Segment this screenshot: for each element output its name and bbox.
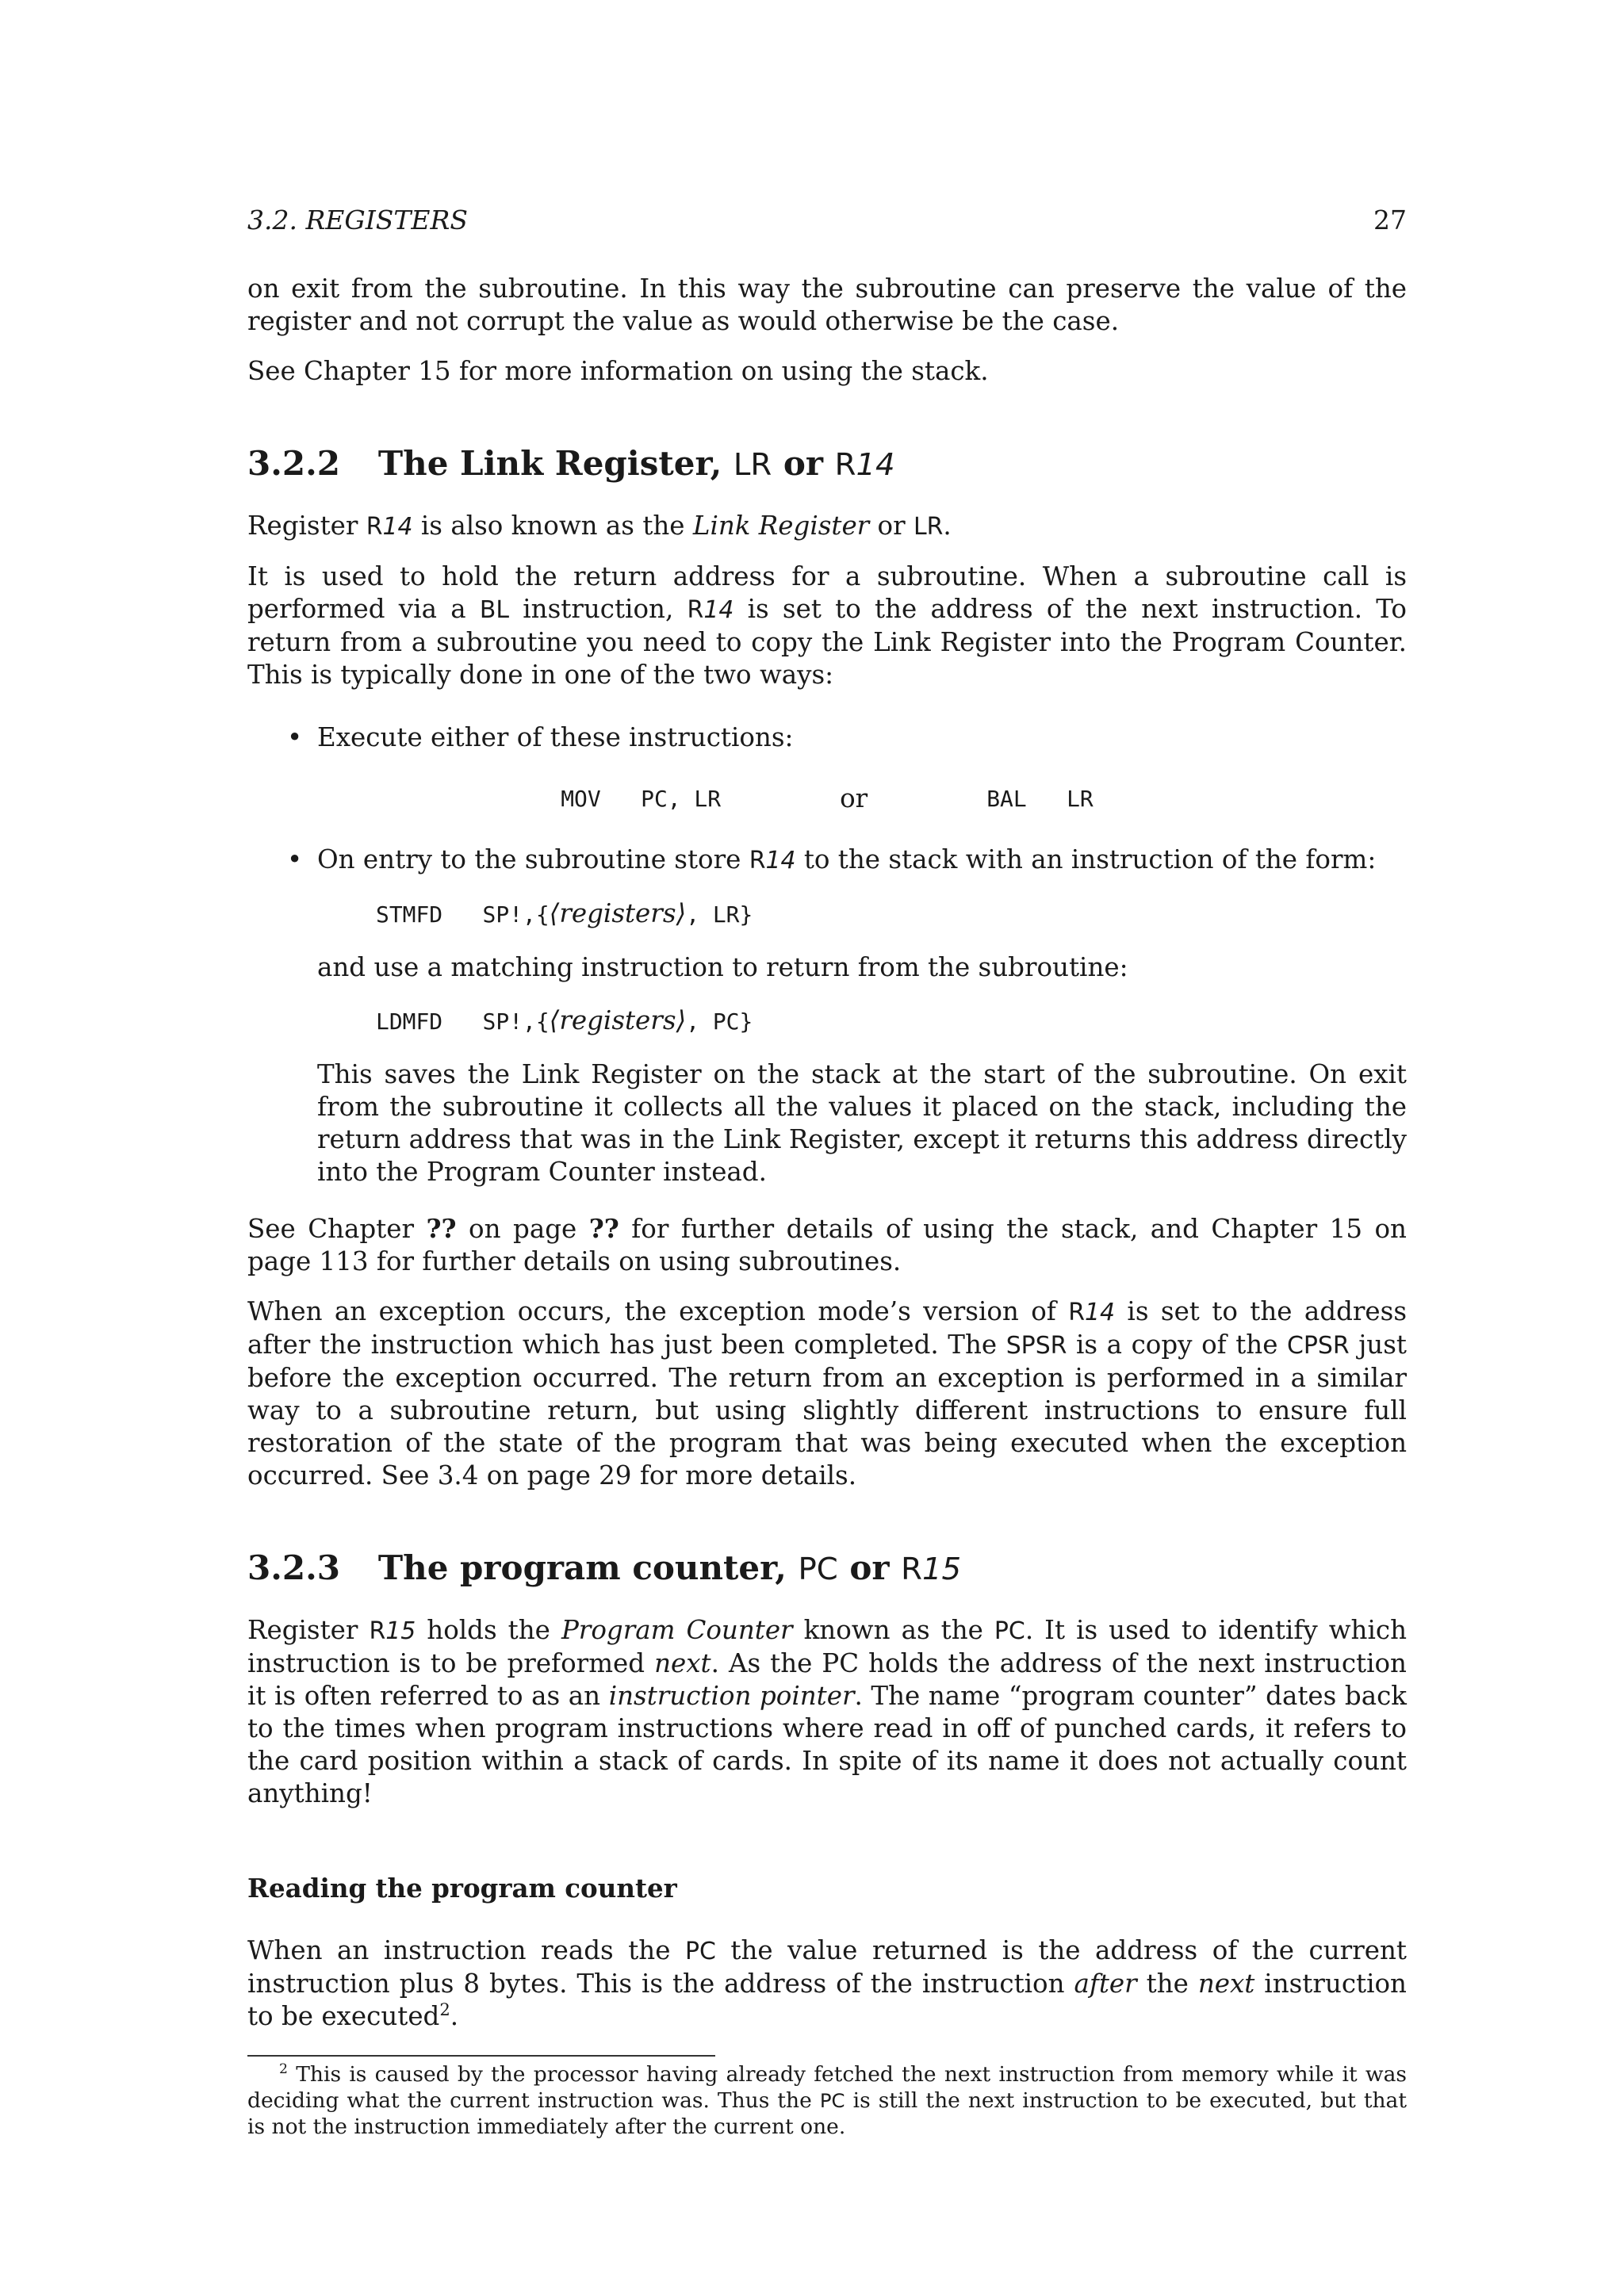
footnote-marker: 2 [439, 1999, 450, 2020]
footnote-rule [247, 2055, 715, 2057]
list-item-text: Execute either of these instructions: [317, 722, 794, 752]
lr-paragraph-4: When an exception occurs, the exception mode’s version of R14 is set to the address after the instruction which has just been completed. The SPSR is a copy of the CPSR just before the exception occurred. The return from an exception is performed in a similar way to a subroutine return, but using slightly different instructions to ensure full restoration of the state of the program that was being executed when the exception occurred. See 3.4 on page 29 for more details. [247, 1296, 1407, 1490]
section-title-lr: LR [733, 447, 772, 483]
section-title-15: 15 [921, 1552, 962, 1587]
page-number: 27 [1373, 205, 1407, 235]
bullet-icon: • [287, 722, 303, 752]
section-title-or: or [837, 1548, 902, 1587]
code-alternatives [247, 783, 1407, 815]
section-title [378, 443, 895, 486]
matching-instruction-text: and use a matching instruction to return from the subroutine: [317, 952, 1128, 982]
section-title-pc: PC [798, 1552, 838, 1587]
code-bal: BAL LR [986, 786, 1094, 812]
return-methods-list [247, 721, 1407, 1188]
code-mov: MOV PC, LR [561, 786, 722, 812]
lr-paragraph-1: Register R14 is also known as the Link Register or LR. [247, 511, 952, 541]
code-stmfd: STMFD SP!,{⟨registers⟩, LR} [376, 898, 753, 928]
section-heading-3-2-2 [247, 443, 1407, 486]
section-title-14: 14 [856, 447, 895, 483]
reading-pc-paragraph: When an instruction reads the PC the value returned is the address of the current instruction plus 8 bytes. This is the address of the instruction after the next instruction to be executed$^2$. [247, 1935, 1407, 2031]
section-title [378, 1548, 961, 1590]
section-title-r: R [901, 1552, 922, 1587]
section-title-r: R [834, 447, 856, 483]
section-title-text: The Link Register, [377, 444, 733, 483]
list-item-text: On entry to the subroutine store R14 to the stack with an instruction of the form: [317, 844, 1377, 874]
pc-paragraph-1: Register R15 holds the Program Counter known as the PC. It is used to identify which instruction is to be preformed next. As the PC holds the address of the next instruction it is often referred to as an instruction pointer. The name “program counter” dates back to the times when program instructions where read in off of punched cards, it refers to the card position within a stack of cards. In spite of its name it does not actually count anything! [247, 1615, 1408, 1808]
page-content [247, 203, 1407, 2140]
intro-paragraph-2: See Chapter 15 for more information on using the stack. [247, 356, 989, 386]
subsection-heading-reading-pc: Reading the program counter [247, 1873, 677, 1904]
footnote: $^2$ This is caused by the processor having already fetched the next instruction from memory while it was deciding what the current instruction was. Thus the PC is still the next instruction to be executed, but that is not the instruction immediately after the current one. [247, 2061, 1407, 2139]
code-ldmfd: LDMFD SP!,{⟨registers⟩, PC} [376, 1005, 753, 1035]
lr-paragraph-2: It is used to hold the return address for a subroutine. When a subroutine call is performed via a BL instruction, R14 is set to the address of the next instruction. To return from a subroutine you need to copy the Link Register into the Program Counter. This is typically done in one of the two ways: [247, 561, 1407, 690]
bullet-icon: • [287, 844, 303, 874]
running-head-section: 3.2. REGISTERS [247, 205, 468, 235]
section-title-text: The program counter, [377, 1548, 799, 1587]
code-or: or [840, 783, 868, 813]
section-number: 3.2.2 [247, 444, 340, 483]
list-item [247, 844, 1407, 1188]
running-head [247, 203, 1407, 238]
section-number: 3.2.3 [247, 1548, 340, 1587]
saves-link-register-text: This saves the Link Register on the stack at the start of the subroutine. On exit from the subroutine it collects all the values it placed on the stack, including the return address that was in the Link Register, except it returns this address directly into the Program Counter instead. [317, 1059, 1407, 1187]
list-item [247, 721, 1407, 815]
lr-paragraph-3: See Chapter ?? on page ?? for further details of using the stack, and Chapter 15 on page 113 for further details on using subroutines. [247, 1213, 1407, 1276]
footnote-number: 2 [279, 2061, 288, 2078]
section-heading-3-2-3 [247, 1548, 1407, 1590]
section-title-or: or [772, 444, 835, 483]
intro-paragraph-1: on exit from the subroutine. In this way the subroutine can preserve the value of the register and not corrupt the value as would otherwise be the case. [247, 274, 1407, 336]
